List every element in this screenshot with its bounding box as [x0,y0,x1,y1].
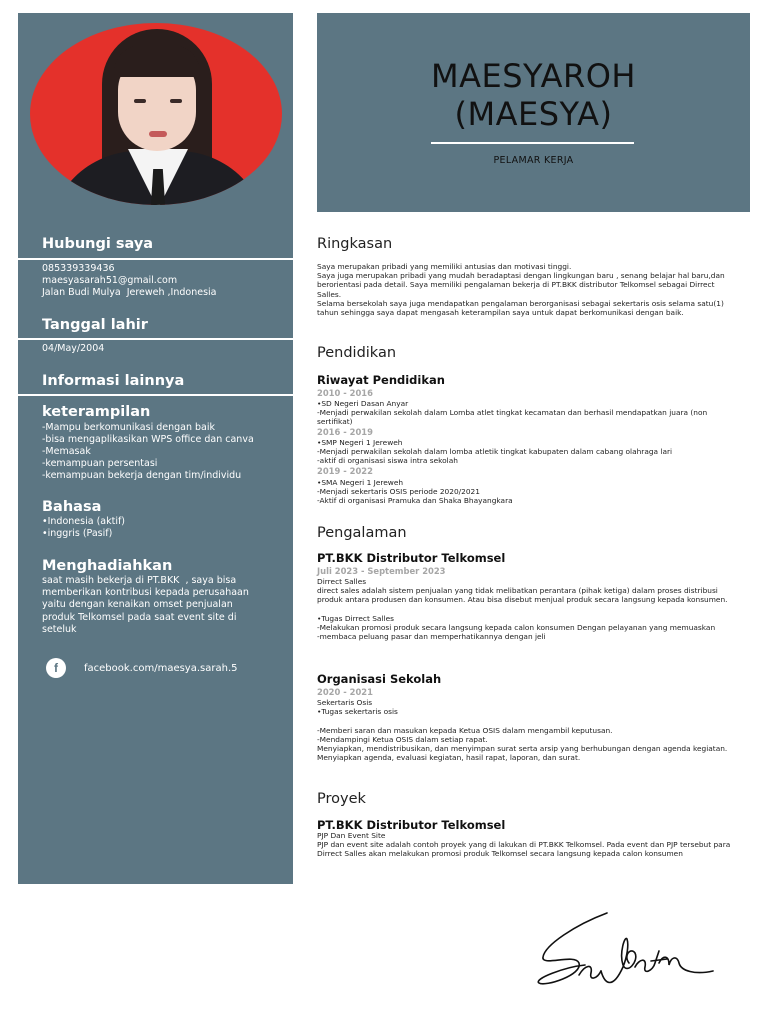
contact-divider [18,258,293,260]
profile-photo [30,23,282,205]
contact-address: Jalan Budi Mulya Jereweh ,Indonesia [42,287,217,298]
contact-heading: Hubungi saya [42,236,154,252]
other-info-heading: Informasi lainnya [42,373,185,389]
job-title: PT.BKK Distributor Telkomsel [317,551,506,565]
summary-heading: Ringkasan [317,236,393,252]
project-subheading: PT.BKK Distributor Telkomsel [317,818,506,832]
language-item: •Indonesia (aktif) [42,516,126,527]
experience-heading: Pengalaman [317,525,407,541]
skills-heading: keterampilan [42,404,151,420]
job-role: PELAMAR KERJA [493,155,574,166]
language-list [42,516,125,540]
summary-text: Saya merupakan pribadi yang memiliki antusias dan motivasi tinggi. Saya juga merupakan pribadi yang mudah beradaptasi dengan lingkungan baru , senang belajar hal baru,dan berorientasi pada detail. Saya memiliki pengalaman bekerja di PT.BKK distributor Telkomsel sebagai Dirrect Salles. Selama bersekolah saya juga mendapatkan pengalaman berorganisasi sebagai sekertaris osis selama satu(1) tahun sehingga saya dapat mengasah keterampilan saya untuk dapat berkomunikasi dengan baik. [317,262,725,318]
candidate-name [317,57,750,133]
skill-item: -kemampuan bekerja dengan tim/individu [42,470,242,481]
education-period: 2010 - 2016 [317,388,373,398]
facebook-row[interactable] [46,658,238,678]
photo-eye-right [170,99,182,103]
award-text: saat masih bekerja di PT.BKK , saya bisa memberikan kontribusi kepada perusahaan yaitu dengan kenaikan omset penjualan produk Telkomsel pada saat event site di seteluk [42,575,249,635]
photo-eye-left [134,99,146,103]
candidate-name-line2: (MAESYA) [454,95,613,133]
education-subheading: Riwayat Pendidikan [317,373,445,387]
award-heading: Menghadiahkan [42,558,173,574]
job-description: Dirrect Salles direct sales adalah sistem penjualan yang tidak melibatkan perantara (pihak ketiga) dalam proses distribusi produk antara produsen dan konsumen. Atau bisa disebut menjual produk secara langsung kepada konsumen. •Tugas Dirrect Salles -Melakukan promosi produk secara langsung kepada calon konsumen Dengan pelayanan yang memuaskan -membaca peluang pasar dan memperhatikannya dengan jeli [317,577,728,642]
job-description: Sekertaris Osis •Tugas sekertaris osis -Memberi saran dan masukan kepada Ketua OSIS dalam mengambil keputusan. -Mendampingi Ketua OSIS dalam setiap rapat. Menyiapkan, mendistribusikan, dan menyimpan surat serta arsip yang berhubungan dengan agenda kegiatan. Menyiapkan agenda, evaluasi kegiatan, hasil rapat, laporan, dan surat. [317,698,728,763]
skills-list [42,422,254,482]
facebook-link[interactable]: facebook.com/maesya.sarah.5 [84,662,238,674]
birth-divider [18,338,293,340]
education-entry-text: •SMP Negeri 1 Jereweh -Menjadi perwakilan sekolah dalam lomba atletik tingkat kabupaten dalam cabang olahraga lari -aktif di organisasi siswa intra sekolah [317,438,673,466]
education-entry-text: •SMA Negeri 1 Jereweh -Menjadi sekertaris OSIS periode 2020/2021 -Aktif di organisasi Pramuka dan Shaka Bhayangkara [317,478,513,506]
name-header [317,13,750,212]
skill-item: -kemampuan persentasi [42,458,158,469]
facebook-icon: f [46,658,66,678]
contact-phone: 085339339436 [42,263,115,274]
birth-date: 04/May/2004 [42,343,105,354]
education-heading: Pendidikan [317,345,397,361]
language-heading: Bahasa [42,499,102,515]
contact-email[interactable]: maesyasarah51@gmail.com [42,275,178,286]
job-title: Organisasi Sekolah [317,672,442,686]
sidebar [18,13,293,884]
birth-heading: Tanggal lahir [42,317,148,333]
other-info-divider [18,394,293,396]
education-period: 2019 - 2022 [317,466,373,476]
name-underline [431,142,634,144]
signature-image [535,905,720,1000]
skill-item: -Mampu berkomunikasi dengan baik [42,422,216,433]
language-item: •inggris (Pasif) [42,528,113,539]
skill-item: -bisa mengaplikasikan WPS office dan canva [42,434,254,445]
candidate-name-line1: MAESYAROH [431,57,636,95]
job-period: 2020 - 2021 [317,687,373,697]
photo-lips [149,131,167,137]
education-entry-text: •SD Negeri Dasan Anyar -Menjadi perwakilan sekolah dalam Lomba atlet tingkat kecamatan dan berhasil mendapatkan juara (non sertifikat) [317,399,708,427]
photo-bangs [114,45,200,77]
education-period: 2016 - 2019 [317,427,373,437]
skill-item: -Memasak [42,446,91,457]
job-period: Juli 2023 - September 2023 [317,566,446,576]
project-heading: Proyek [317,791,366,807]
project-text: PJP Dan Event Site PJP dan event site adalah contoh proyek yang di lakukan di PT.BKK Telkomsel. Pada event dan PJP tersebut para Dirrect Salles akan melakukan promosi produk Telkomsel secara langsung kepada calon konsumen [317,831,731,859]
